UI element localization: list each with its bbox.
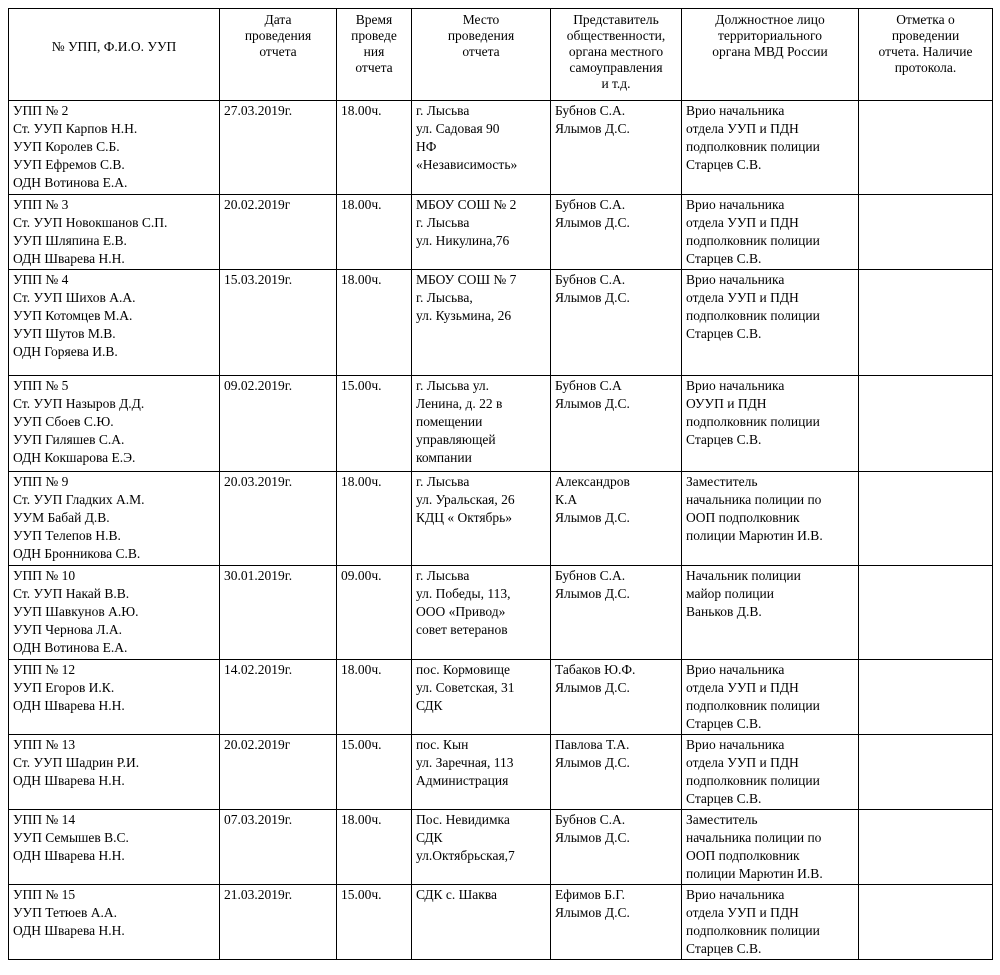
mark-cell <box>859 472 993 566</box>
reports-table <box>8 8 993 960</box>
place-cell: г. Лысьва ул. Ленина, д. 22 в помещении управляющей компании <box>412 376 551 472</box>
header-report-time: Время проведе ния отчета <box>337 9 412 101</box>
time-cell: 18.00ч. <box>337 101 412 195</box>
date-cell: 09.02.2019г. <box>220 376 337 472</box>
upp-cell: УПП № 2 Ст. УУП Карпов Н.Н. УУП Королев С.Б. УУП Ефремов С.В. ОДН Вотинова Е.А. <box>9 101 220 195</box>
mark-cell <box>859 810 993 885</box>
representative-cell: Александров К.А Ялымов Д.С. <box>551 472 682 566</box>
header-mvd-official: Должностное лицо территориального органа МВД России <box>682 9 859 101</box>
place-cell: Пос. Невидимка СДК ул.Октябрьская,7 <box>412 810 551 885</box>
place-cell: г. Лысьва ул. Уральская, 26 КДЦ « Октябрь» <box>412 472 551 566</box>
mark-cell <box>859 195 993 270</box>
time-cell: 09.00ч. <box>337 566 412 660</box>
upp-cell: УПП № 15 УУП Тетюев А.А. ОДН Шварева Н.Н. <box>9 885 220 960</box>
mark-cell <box>859 376 993 472</box>
official-cell: Врио начальника отдела УУП и ПДН подполковник полиции Старцев С.В. <box>682 735 859 810</box>
official-cell: Врио начальника отдела УУП и ПДН подполковник полиции Старцев С.В. <box>682 885 859 960</box>
time-cell: 15.00ч. <box>337 376 412 472</box>
time-cell: 18.00ч. <box>337 270 412 376</box>
table-row <box>9 660 993 735</box>
official-cell: Врио начальника отдела УУП и ПДН подполковник полиции Старцев С.В. <box>682 101 859 195</box>
table-row <box>9 472 993 566</box>
upp-cell: УПП № 10 Ст. УУП Накай В.В. УУП Шавкунов А.Ю. УУП Чернова Л.А. ОДН Вотинова Е.А. <box>9 566 220 660</box>
place-cell: пос. Кын ул. Заречная, 113 Администрация <box>412 735 551 810</box>
time-cell: 18.00ч. <box>337 660 412 735</box>
date-cell: 20.03.2019г. <box>220 472 337 566</box>
table-row <box>9 270 993 376</box>
table-row <box>9 810 993 885</box>
upp-cell: УПП № 12 УУП Егоров И.К. ОДН Шварева Н.Н. <box>9 660 220 735</box>
table-row <box>9 195 993 270</box>
date-cell: 15.03.2019г. <box>220 270 337 376</box>
table-row <box>9 566 993 660</box>
mark-cell <box>859 270 993 376</box>
official-cell: Врио начальника ОУУП и ПДН подполковник полиции Старцев С.В. <box>682 376 859 472</box>
representative-cell: Бубнов С.А. Ялымов Д.С. <box>551 566 682 660</box>
upp-cell: УПП № 9 Ст. УУП Гладких А.М. УУМ Бабай Д.В. УУП Телепов Н.В. ОДН Бронникова С.В. <box>9 472 220 566</box>
header-report-mark: Отметка о проведении отчета. Наличие протокола. <box>859 9 993 101</box>
upp-cell: УПП № 13 Ст. УУП Шадрин Р.И. ОДН Шварева Н.Н. <box>9 735 220 810</box>
official-cell: Врио начальника отдела УУП и ПДН подполковник полиции Старцев С.В. <box>682 270 859 376</box>
upp-cell: УПП № 4 Ст. УУП Шихов А.А. УУП Котомцев М.А. УУП Шутов М.В. ОДН Горяева И.В. <box>9 270 220 376</box>
time-cell: 15.00ч. <box>337 735 412 810</box>
date-cell: 07.03.2019г. <box>220 810 337 885</box>
date-cell: 14.02.2019г. <box>220 660 337 735</box>
official-cell: Врио начальника отдела УУП и ПДН подполковник полиции Старцев С.В. <box>682 195 859 270</box>
time-cell: 15.00ч. <box>337 885 412 960</box>
date-cell: 20.02.2019г <box>220 735 337 810</box>
official-cell: Врио начальника отдела УУП и ПДН подполковник полиции Старцев С.В. <box>682 660 859 735</box>
header-upp-name: № УПП, Ф.И.О. УУП <box>9 9 220 101</box>
mark-cell <box>859 885 993 960</box>
place-cell: МБОУ СОШ № 7 г. Лысьва, ул. Кузьмина, 26 <box>412 270 551 376</box>
mark-cell <box>859 735 993 810</box>
official-cell: Заместитель начальника полиции по ООП подполковник полиции Марютин И.В. <box>682 810 859 885</box>
representative-cell: Павлова Т.А. Ялымов Д.С. <box>551 735 682 810</box>
header-report-date: Дата проведения отчета <box>220 9 337 101</box>
table-row <box>9 376 993 472</box>
date-cell: 21.03.2019г. <box>220 885 337 960</box>
official-cell: Начальник полиции майор полиции Ваньков Д.В. <box>682 566 859 660</box>
date-cell: 27.03.2019г. <box>220 101 337 195</box>
mark-cell <box>859 566 993 660</box>
table-header-row <box>9 9 993 101</box>
header-public-representative: Представитель общественности, органа местного самоуправления и т.д. <box>551 9 682 101</box>
table-row <box>9 885 993 960</box>
time-cell: 18.00ч. <box>337 810 412 885</box>
representative-cell: Бубнов С.А. Ялымов Д.С. <box>551 270 682 376</box>
place-cell: г. Лысьва ул. Садовая 90 НФ «Независимость» <box>412 101 551 195</box>
mark-cell <box>859 660 993 735</box>
place-cell: МБОУ СОШ № 2 г. Лысьва ул. Никулина,76 <box>412 195 551 270</box>
table-row <box>9 101 993 195</box>
upp-cell: УПП № 5 Ст. УУП Назыров Д.Д. УУП Сбоев С.Ю. УУП Гиляшев С.А. ОДН Кокшарова Е.Э. <box>9 376 220 472</box>
table-row <box>9 735 993 810</box>
time-cell: 18.00ч. <box>337 195 412 270</box>
mark-cell <box>859 101 993 195</box>
upp-cell: УПП № 3 Ст. УУП Новокшанов С.П. УУП Шляпина Е.В. ОДН Шварева Н.Н. <box>9 195 220 270</box>
place-cell: СДК с. Шаква <box>412 885 551 960</box>
header-report-place: Место проведения отчета <box>412 9 551 101</box>
date-cell: 20.02.2019г <box>220 195 337 270</box>
place-cell: г. Лысьва ул. Победы, 113, ООО «Привод» совет ветеранов <box>412 566 551 660</box>
representative-cell: Ефимов Б.Г. Ялымов Д.С. <box>551 885 682 960</box>
time-cell: 18.00ч. <box>337 472 412 566</box>
representative-cell: Бубнов С.А. Ялымов Д.С. <box>551 101 682 195</box>
representative-cell: Бубнов С.А. Ялымов Д.С. <box>551 195 682 270</box>
date-cell: 30.01.2019г. <box>220 566 337 660</box>
upp-cell: УПП № 14 УУП Семышев В.С. ОДН Шварева Н.Н. <box>9 810 220 885</box>
representative-cell: Бубнов С.А Ялымов Д.С. <box>551 376 682 472</box>
representative-cell: Табаков Ю.Ф. Ялымов Д.С. <box>551 660 682 735</box>
representative-cell: Бубнов С.А. Ялымов Д.С. <box>551 810 682 885</box>
place-cell: пос. Кормовище ул. Советская, 31 СДК <box>412 660 551 735</box>
official-cell: Заместитель начальника полиции по ООП подполковник полиции Марютин И.В. <box>682 472 859 566</box>
